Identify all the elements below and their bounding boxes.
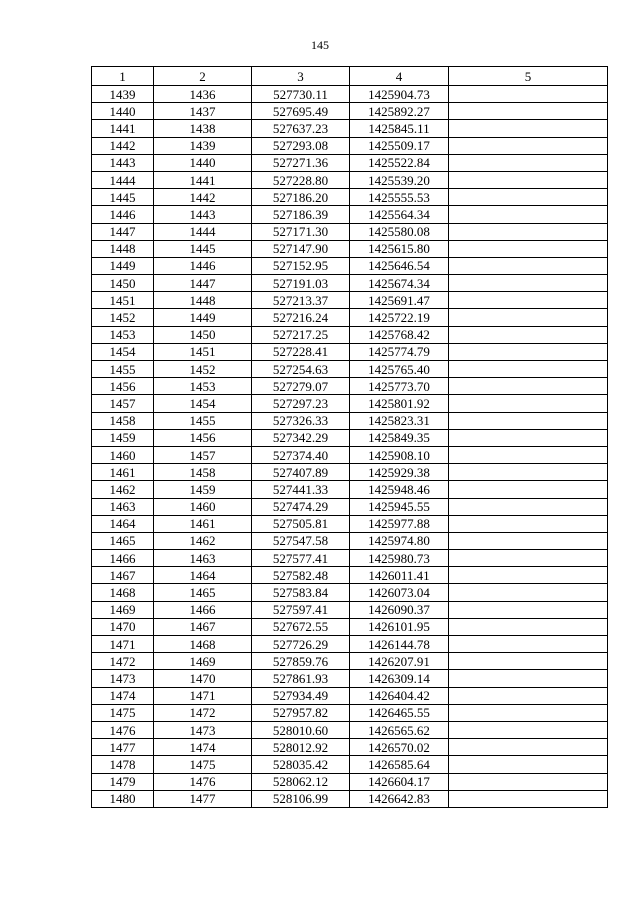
table-cell: 1425768.42 [350,326,449,343]
table-cell [449,171,608,188]
table-cell: 1426585.64 [350,756,449,773]
table-cell: 1450 [92,275,154,292]
table-row [92,275,608,292]
column-header: 3 [252,67,350,86]
table-row [92,464,608,481]
column-header: 5 [449,67,608,86]
table-row [92,584,608,601]
table-cell: 1425908.10 [350,446,449,463]
table-cell: 1438 [154,120,252,137]
table-cell [449,636,608,653]
table-row [92,189,608,206]
table-cell: 1479 [92,773,154,790]
table-cell: 1464 [154,567,252,584]
table-cell: 1426101.95 [350,618,449,635]
table-cell: 1456 [92,378,154,395]
table-cell [449,567,608,584]
table-cell: 1459 [154,481,252,498]
table-cell: 1425674.34 [350,275,449,292]
table-cell: 1426465.55 [350,704,449,721]
table-cell: 1473 [92,670,154,687]
table-cell: 1448 [92,240,154,257]
table-cell: 528010.60 [252,721,350,738]
table-cell: 1459 [92,429,154,446]
table-cell: 527577.41 [252,550,350,567]
table-cell: 1467 [92,567,154,584]
table-cell: 1470 [154,670,252,687]
table-cell: 527213.37 [252,292,350,309]
table-cell [449,429,608,446]
table-cell: 1461 [154,515,252,532]
table-cell: 1447 [92,223,154,240]
table-cell: 1425974.80 [350,532,449,549]
table-cell: 1460 [154,498,252,515]
table-cell: 1425845.11 [350,120,449,137]
table-row [92,154,608,171]
table-cell: 1454 [154,395,252,412]
table-cell: 1425774.79 [350,343,449,360]
table-cell: 527279.07 [252,378,350,395]
table-cell: 1425773.70 [350,378,449,395]
table-cell [449,223,608,240]
table-cell: 528106.99 [252,790,350,807]
table-cell: 527407.89 [252,464,350,481]
table-cell: 1443 [154,206,252,223]
column-header: 1 [92,67,154,86]
table-cell: 1478 [92,756,154,773]
table-row [92,704,608,721]
table-cell: 527505.81 [252,515,350,532]
table-cell: 1425564.34 [350,206,449,223]
table-cell: 1451 [92,292,154,309]
table-cell: 1480 [92,790,154,807]
table-cell: 1437 [154,103,252,120]
table-cell: 1466 [154,601,252,618]
table-cell: 1453 [154,378,252,395]
table-cell [449,412,608,429]
table-row [92,361,608,378]
table-row [92,395,608,412]
table-cell: 527271.36 [252,154,350,171]
table-cell: 1444 [92,171,154,188]
table-cell: 527228.41 [252,343,350,360]
table-row [92,412,608,429]
table-cell: 527293.08 [252,137,350,154]
table-cell: 1425904.73 [350,86,449,103]
table-cell: 1471 [92,636,154,653]
table-cell: 1455 [154,412,252,429]
table-cell: 1458 [154,464,252,481]
table-cell: 527730.11 [252,86,350,103]
table-cell [449,584,608,601]
table-cell: 1425945.55 [350,498,449,515]
table-cell: 1425892.27 [350,103,449,120]
table-cell: 1441 [92,120,154,137]
table-row [92,790,608,807]
table-cell: 1425646.54 [350,257,449,274]
table-row [92,567,608,584]
table-cell: 1425765.40 [350,361,449,378]
table-cell: 1426073.04 [350,584,449,601]
table-cell: 1425722.19 [350,309,449,326]
table-cell: 527695.49 [252,103,350,120]
table-row [92,206,608,223]
table-cell: 1465 [154,584,252,601]
table-row [92,326,608,343]
table-cell: 1465 [92,532,154,549]
table-cell: 1461 [92,464,154,481]
table-cell: 527152.95 [252,257,350,274]
table-cell: 1446 [92,206,154,223]
table-row [92,171,608,188]
table-cell: 1473 [154,721,252,738]
table-cell [449,515,608,532]
table-cell [449,550,608,567]
table-cell [449,240,608,257]
table-cell: 1474 [154,739,252,756]
table-cell: 1442 [154,189,252,206]
table-row [92,515,608,532]
table-cell: 527186.39 [252,206,350,223]
table-row [92,343,608,360]
table-cell: 1460 [92,446,154,463]
table-cell: 1444 [154,223,252,240]
table-cell: 1425691.47 [350,292,449,309]
table-cell: 527957.82 [252,704,350,721]
table-cell: 527582.48 [252,567,350,584]
table-cell: 1456 [154,429,252,446]
table-cell: 527254.63 [252,361,350,378]
table-cell: 527297.23 [252,395,350,412]
coordinates-table [91,66,608,808]
table-row [92,481,608,498]
table-cell: 527726.29 [252,636,350,653]
table-cell: 1467 [154,618,252,635]
table-cell: 1426565.62 [350,721,449,738]
table-row [92,739,608,756]
table-cell [449,481,608,498]
table-cell: 1458 [92,412,154,429]
table-cell: 527547.58 [252,532,350,549]
table-row [92,756,608,773]
table-row [92,120,608,137]
table-row [92,687,608,704]
table-cell: 1425555.53 [350,189,449,206]
table-cell: 527861.93 [252,670,350,687]
table-cell: 1442 [92,137,154,154]
table-row [92,86,608,103]
table-cell: 527374.40 [252,446,350,463]
table-cell: 1452 [92,309,154,326]
table-cell: 1425522.84 [350,154,449,171]
table-cell [449,395,608,412]
header-row [92,67,608,86]
table-row [92,223,608,240]
table-cell: 1425977.88 [350,515,449,532]
table-cell: 1475 [154,756,252,773]
table-row [92,532,608,549]
table-cell: 1445 [154,240,252,257]
table-row [92,653,608,670]
table-cell: 1425539.20 [350,171,449,188]
table-row [92,773,608,790]
table-cell: 1462 [92,481,154,498]
table-row [92,721,608,738]
table-cell: 1446 [154,257,252,274]
table-cell: 527217.25 [252,326,350,343]
table-cell: 528012.92 [252,739,350,756]
table-cell: 1426207.91 [350,653,449,670]
table-row [92,240,608,257]
table-cell [449,464,608,481]
table-row [92,137,608,154]
table-cell: 1443 [92,154,154,171]
table-cell: 1476 [154,773,252,790]
table-cell: 1439 [154,137,252,154]
table-cell: 1425801.92 [350,395,449,412]
table-cell [449,721,608,738]
table-row [92,309,608,326]
table-cell: 1454 [92,343,154,360]
table-row [92,103,608,120]
table-cell [449,326,608,343]
table-cell [449,343,608,360]
table-cell: 1476 [92,721,154,738]
table-cell: 1477 [154,790,252,807]
table-row [92,670,608,687]
table-cell: 1475 [92,704,154,721]
table-cell: 1470 [92,618,154,635]
table-cell: 527637.23 [252,120,350,137]
table-cell: 1474 [92,687,154,704]
table-cell: 1426309.14 [350,670,449,687]
table-cell: 1425823.31 [350,412,449,429]
table-cell: 527672.55 [252,618,350,635]
table-cell: 527147.90 [252,240,350,257]
table-cell [449,275,608,292]
table-cell: 1453 [92,326,154,343]
table-cell: 1451 [154,343,252,360]
table-cell: 1425849.35 [350,429,449,446]
table-row [92,618,608,635]
table-cell [449,532,608,549]
table-cell: 527583.84 [252,584,350,601]
table-cell: 1426604.17 [350,773,449,790]
table-cell [449,653,608,670]
table-cell [449,137,608,154]
table-cell: 1440 [154,154,252,171]
table-row [92,550,608,567]
table-cell: 527171.30 [252,223,350,240]
table-row [92,378,608,395]
table-cell: 1441 [154,171,252,188]
table-cell [449,670,608,687]
table-cell [449,292,608,309]
table-cell [449,378,608,395]
table-cell: 1426642.83 [350,790,449,807]
table-cell [449,773,608,790]
table-cell: 1468 [154,636,252,653]
table-cell: 1425509.17 [350,137,449,154]
table-cell: 1448 [154,292,252,309]
table-cell [449,103,608,120]
table-cell: 527474.29 [252,498,350,515]
table-cell: 1449 [92,257,154,274]
table-cell: 1426090.37 [350,601,449,618]
table-cell: 1469 [154,653,252,670]
table-cell: 527934.49 [252,687,350,704]
table-cell: 527859.76 [252,653,350,670]
table-cell: 1469 [92,601,154,618]
table-cell: 1426570.02 [350,739,449,756]
table-cell: 527191.03 [252,275,350,292]
table-cell: 528062.12 [252,773,350,790]
page-number: 145 [311,38,329,52]
table-cell: 1426144.78 [350,636,449,653]
table-cell [449,446,608,463]
table-cell: 1447 [154,275,252,292]
table-row [92,636,608,653]
table-cell: 1425980.73 [350,550,449,567]
table-cell: 1426011.41 [350,567,449,584]
table-cell [449,189,608,206]
table-cell [449,206,608,223]
table-cell: 1466 [92,550,154,567]
table-cell: 1426404.42 [350,687,449,704]
table-cell: 1439 [92,86,154,103]
table-cell: 527441.33 [252,481,350,498]
table-cell [449,687,608,704]
table-cell: 527342.29 [252,429,350,446]
table-cell [449,756,608,773]
table-cell [449,739,608,756]
table-cell: 1472 [92,653,154,670]
table-cell: 1425615.80 [350,240,449,257]
table-row [92,292,608,309]
table-cell: 1436 [154,86,252,103]
table-cell [449,704,608,721]
table-row [92,498,608,515]
table-cell [449,498,608,515]
table-cell: 1455 [92,361,154,378]
table-cell: 527597.41 [252,601,350,618]
table-cell: 1425948.46 [350,481,449,498]
table-cell [449,790,608,807]
table-cell: 1457 [154,446,252,463]
table-cell: 1472 [154,704,252,721]
table-header [92,67,608,86]
table-cell: 1425580.08 [350,223,449,240]
table-cell: 1450 [154,326,252,343]
table-cell [449,618,608,635]
table-cell: 1425929.38 [350,464,449,481]
table-cell [449,601,608,618]
table-cell [449,154,608,171]
table-cell [449,361,608,378]
table-cell: 1462 [154,532,252,549]
table-row [92,429,608,446]
table-cell: 528035.42 [252,756,350,773]
table-body [92,86,608,808]
table-row [92,446,608,463]
table-cell [449,120,608,137]
table-cell: 1477 [92,739,154,756]
table-cell: 1445 [92,189,154,206]
table-cell [449,86,608,103]
table-cell [449,257,608,274]
table-cell: 1463 [92,498,154,515]
table-cell: 527228.80 [252,171,350,188]
table-cell [449,309,608,326]
column-header: 4 [350,67,449,86]
table-row [92,601,608,618]
table-cell: 527216.24 [252,309,350,326]
table-cell: 1440 [92,103,154,120]
table-row [92,257,608,274]
table-cell: 1471 [154,687,252,704]
column-header: 2 [154,67,252,86]
table-cell: 1449 [154,309,252,326]
table-cell: 1468 [92,584,154,601]
table-cell: 1463 [154,550,252,567]
table-cell: 1452 [154,361,252,378]
table-cell: 527186.20 [252,189,350,206]
table-cell: 1457 [92,395,154,412]
table-cell: 1464 [92,515,154,532]
table-cell: 527326.33 [252,412,350,429]
